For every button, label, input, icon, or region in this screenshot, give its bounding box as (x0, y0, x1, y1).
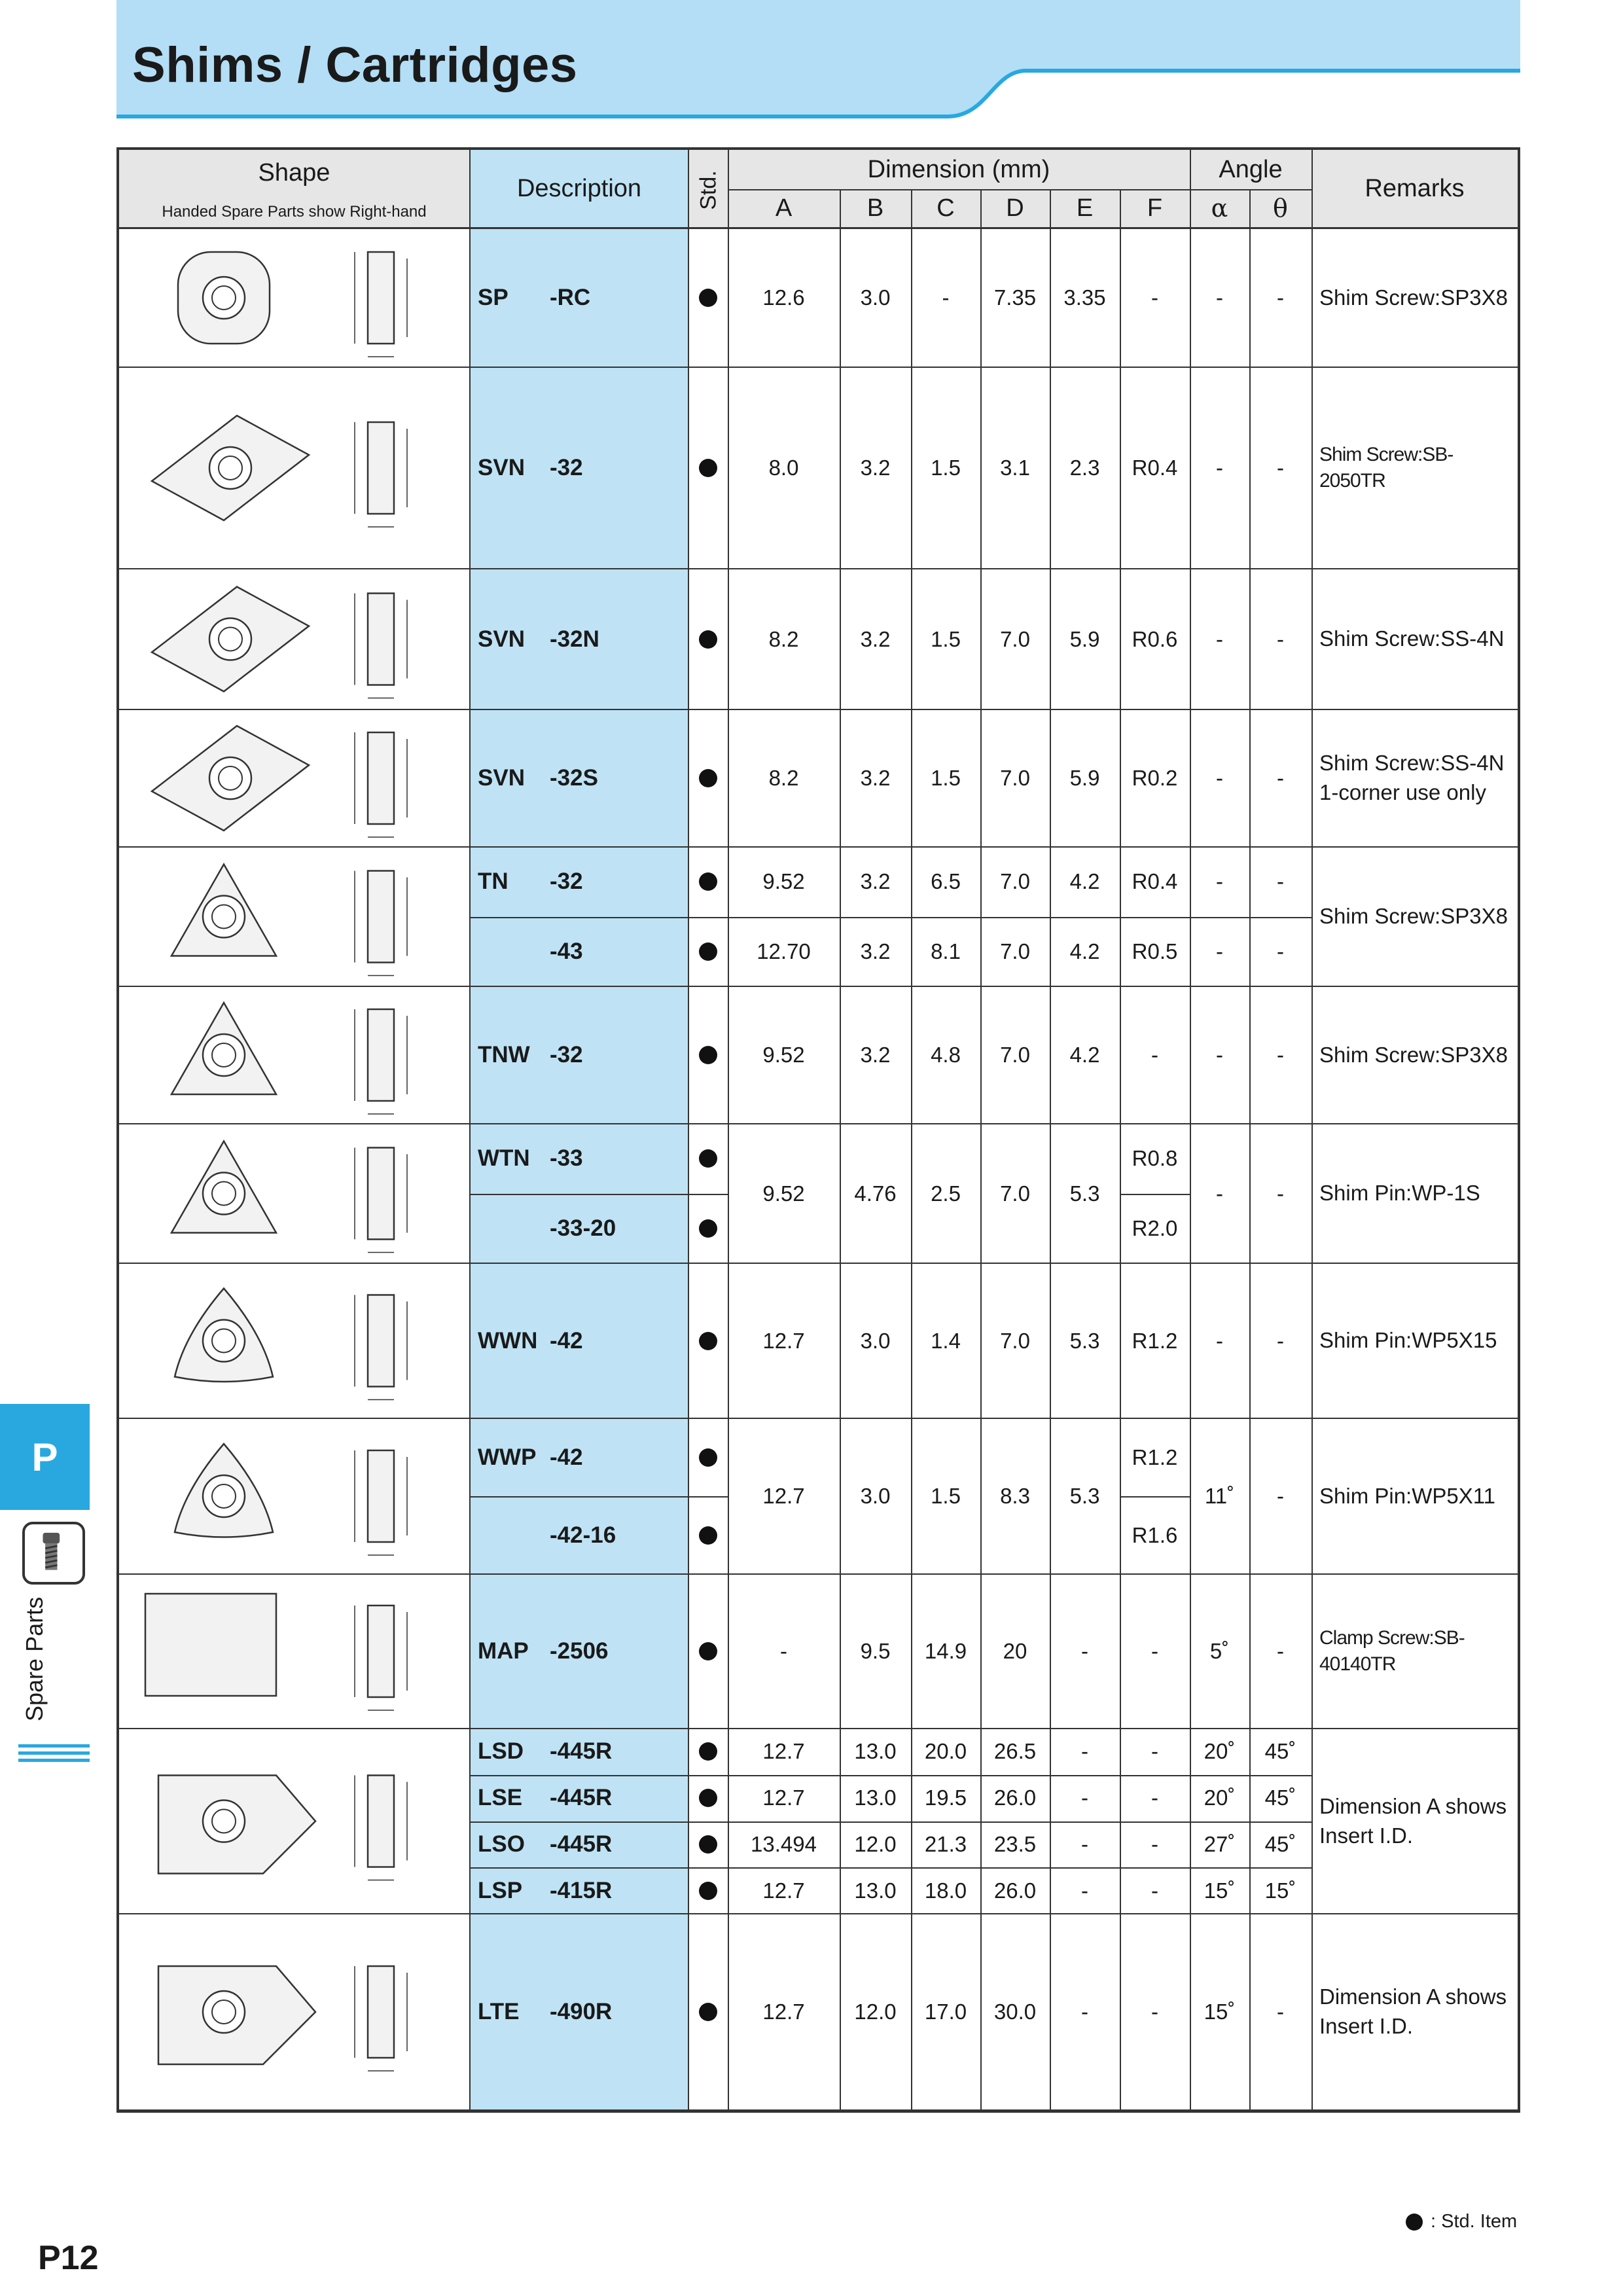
value-c: 1.5 (931, 766, 961, 790)
wtn-shim-icon (119, 1124, 469, 1263)
value-e: 5.3 (1069, 1181, 1100, 1206)
value-f: R0.4 (1132, 456, 1178, 480)
value-c: 1.5 (931, 1484, 961, 1508)
header-shape: Shape (258, 158, 330, 187)
remarks-text: Shim Pin:WP-1S (1319, 1181, 1480, 1206)
value-b: 9.5 (860, 1639, 891, 1663)
series-suffix: -445R (550, 1831, 613, 1857)
value-f: - (1151, 1878, 1158, 1903)
std-dot-icon (699, 630, 717, 649)
value-b: 4.76 (854, 1181, 897, 1206)
series-suffix: -42 (550, 1327, 583, 1354)
remarks-cell (1313, 1914, 1518, 2110)
value-c: 17.0 (924, 2000, 967, 2024)
value-c: 14.9 (924, 1639, 967, 1663)
wwp-shim-icon (119, 1418, 469, 1574)
series-code: SVN (478, 765, 525, 791)
series-suffix: -42 (550, 1444, 583, 1470)
series-code: SVN (478, 626, 525, 652)
header-remarks: Remarks (1364, 174, 1465, 202)
series-code: SVN (478, 455, 525, 480)
value-theta: - (1277, 766, 1284, 790)
series-suffix: -32 (550, 869, 583, 895)
value-d: 26.5 (993, 1739, 1037, 1764)
header-col-theta: θ (1273, 194, 1288, 223)
map-shim-icon (119, 1574, 469, 1729)
value-alpha: 20˚ (1204, 1785, 1236, 1810)
value-alpha: 15˚ (1204, 1878, 1236, 1903)
remarks-cell (1313, 1263, 1518, 1418)
value-a: 12.7 (762, 1739, 805, 1764)
value-alpha: 27˚ (1204, 1831, 1236, 1856)
value-b: 3.0 (860, 285, 891, 310)
remarks-text: Shim Screw:SS-4N (1319, 751, 1505, 776)
value-c: 8.1 (931, 939, 961, 963)
shape-drawing-svn32n (119, 569, 469, 709)
value-d: 3.1 (1000, 456, 1030, 480)
value-alpha: - (1216, 939, 1223, 963)
value-f: R0.6 (1132, 626, 1178, 651)
std-mark-cell (688, 367, 728, 569)
remarks-text-line2: Insert I.D. (1319, 1823, 1414, 1848)
value-a: 12.7 (762, 1785, 805, 1810)
std-dot-icon (699, 1642, 717, 1660)
tn-shim-icon (119, 847, 469, 986)
value-theta: 15˚ (1264, 1878, 1296, 1903)
value-d: 23.5 (993, 1831, 1037, 1856)
value-a: 12.7 (762, 2000, 805, 2024)
value-c: 1.4 (931, 1328, 961, 1353)
remarks-text: Shim Screw:SB-2050TR (1319, 443, 1454, 492)
value-theta: - (1277, 1043, 1284, 1067)
std-mark-cell (688, 228, 728, 367)
sp-shim-icon (119, 228, 469, 367)
value-e: 3.35 (1063, 285, 1106, 310)
value-alpha: 11˚ (1204, 1484, 1235, 1508)
remarks-text: Clamp Screw:SB-40140TR (1319, 1626, 1465, 1675)
std-dot-icon (699, 1789, 717, 1807)
shape-drawing-tn (119, 847, 469, 986)
std-mark-cell (688, 1418, 728, 1496)
remarks-text: Dimension A shows (1319, 1984, 1507, 2009)
shape-drawing-tnw (119, 986, 469, 1124)
series-code: MAP (478, 1638, 529, 1664)
value-f: - (1151, 285, 1158, 310)
value-f: R1.2 (1132, 1328, 1178, 1353)
std-mark-cell (688, 917, 728, 987)
shape-drawing-wtn (119, 1124, 469, 1263)
value-f: R0.4 (1132, 869, 1178, 894)
value-c: 19.5 (924, 1785, 967, 1810)
std-mark-cell (688, 1263, 728, 1418)
std-dot-icon (699, 1448, 717, 1467)
value-c: 1.5 (931, 626, 961, 651)
value-e: 4.2 (1069, 1043, 1100, 1067)
value-e: - (1081, 1831, 1088, 1856)
series-suffix: -445R (550, 1738, 613, 1765)
remarks-text: Shim Pin:WP5X11 (1319, 1483, 1495, 1508)
value-alpha: - (1216, 1043, 1223, 1067)
std-mark-cell (688, 1821, 728, 1868)
shape-drawing-sp (119, 228, 469, 367)
remarks-text: Dimension A shows (1319, 1793, 1507, 1818)
page-number: P12 (38, 2239, 99, 2277)
value-c: 1.5 (931, 456, 961, 480)
value-a: 8.2 (768, 766, 799, 790)
wwn-shim-icon (119, 1263, 469, 1418)
value-d: 7.0 (1000, 869, 1030, 894)
std-mark-cell (688, 847, 728, 917)
value-a: 9.52 (762, 1043, 805, 1067)
std-dot-icon (699, 1219, 717, 1238)
value-b: 3.2 (860, 456, 891, 480)
value-c: 21.3 (924, 1831, 967, 1856)
value-e: - (1081, 1739, 1088, 1764)
value-f: - (1151, 1739, 1158, 1764)
series-suffix: -2506 (550, 1638, 609, 1664)
value-d: 7.0 (1000, 766, 1030, 790)
svn32s-shim-icon (119, 709, 469, 847)
value-f: R1.2 (1132, 1444, 1178, 1469)
value-alpha: 5˚ (1209, 1639, 1230, 1663)
header-col-d: D (1006, 194, 1024, 222)
std-dot-icon (699, 942, 717, 961)
std-dot-icon (699, 1526, 717, 1545)
value-b: 3.0 (860, 1328, 891, 1353)
std-mark-cell (688, 709, 728, 847)
series-suffix: -33-20 (550, 1215, 616, 1241)
value-theta: - (1277, 1484, 1284, 1508)
series-code: LTE (478, 1999, 520, 2024)
std-mark-cell (688, 1574, 728, 1729)
value-d: 30.0 (993, 2000, 1037, 2024)
value-theta: - (1277, 2000, 1284, 2024)
value-theta: 45˚ (1264, 1739, 1296, 1764)
shims-table (116, 147, 1520, 2113)
std-dot-icon (699, 1742, 717, 1761)
value-e: 5.9 (1069, 626, 1100, 651)
series-code: TN (478, 869, 508, 895)
value-d: 7.0 (1000, 939, 1030, 963)
remarks-text-line2: 1-corner use only (1319, 780, 1486, 804)
value-f: - (1151, 1639, 1158, 1663)
header-dimension: Dimension (mm) (867, 155, 1050, 183)
header-std: Std. (696, 170, 721, 210)
value-d: 7.0 (1000, 1181, 1030, 1206)
std-dot-icon (699, 289, 717, 307)
remarks-cell (1313, 228, 1518, 367)
svn32-shim-icon (119, 367, 469, 569)
header-col-alpha: α (1211, 194, 1228, 223)
value-alpha: - (1216, 626, 1223, 651)
value-alpha: - (1216, 766, 1223, 790)
std-dot-icon (699, 2003, 717, 2021)
value-e: 4.2 (1069, 869, 1100, 894)
std-mark-cell (688, 569, 728, 709)
series-code: LSE (478, 1785, 523, 1811)
value-f: R2.0 (1132, 1215, 1178, 1240)
series-code: LSD (478, 1738, 524, 1765)
value-theta: - (1277, 285, 1284, 310)
remarks-cell (1313, 1124, 1518, 1263)
tnw-shim-icon (119, 986, 469, 1124)
std-dot-icon (699, 459, 717, 477)
series-suffix: -32S (550, 765, 598, 791)
std-dot-icon (699, 769, 717, 787)
remarks-cell (1313, 1418, 1518, 1574)
series-suffix: -RC (550, 285, 591, 310)
series-code: WWP (478, 1444, 537, 1470)
legend (1406, 2211, 1517, 2233)
value-c: 2.5 (931, 1181, 961, 1206)
value-f: - (1151, 1043, 1158, 1067)
value-theta: - (1277, 1181, 1284, 1206)
value-theta: - (1277, 1639, 1284, 1663)
value-e: 2.3 (1069, 456, 1100, 480)
value-alpha: - (1216, 456, 1223, 480)
value-c: 6.5 (931, 869, 961, 894)
value-f: R1.6 (1132, 1522, 1178, 1547)
value-d: 20 (1003, 1639, 1027, 1663)
value-f: - (1151, 1831, 1158, 1856)
legend-text: : Std. Item (1431, 2211, 1518, 2232)
std-dot-icon (699, 872, 717, 891)
value-e: 5.3 (1069, 1328, 1100, 1353)
value-d: 7.0 (1000, 626, 1030, 651)
value-theta: 45˚ (1264, 1785, 1296, 1810)
value-b: 3.2 (860, 1043, 891, 1067)
side-label: Spare Parts (21, 1596, 48, 1721)
series-code: TNW (478, 1042, 530, 1067)
value-b: 12.0 (854, 1831, 897, 1856)
value-a: 12.7 (762, 1484, 805, 1508)
value-e: 5.3 (1069, 1484, 1100, 1508)
page-header (116, 0, 1520, 121)
header-description: Description (516, 174, 642, 202)
remarks-cell (1313, 367, 1518, 569)
value-e: - (1081, 2000, 1088, 2024)
std-mark-cell (688, 1194, 728, 1264)
value-f: R0.2 (1132, 766, 1178, 790)
value-theta: - (1277, 626, 1284, 651)
series-suffix: -415R (550, 1877, 613, 1903)
series-code: SP (478, 285, 508, 310)
value-a: 8.0 (768, 456, 799, 480)
page-title: Shims / Cartridges (132, 37, 578, 93)
series-suffix: -490R (550, 1999, 613, 2024)
series-suffix: -445R (550, 1785, 613, 1811)
shape-drawing-wwn (119, 1263, 469, 1418)
value-e: 4.2 (1069, 939, 1100, 963)
series-suffix: -42-16 (550, 1522, 616, 1548)
side-accent-lines (18, 1744, 90, 1766)
series-suffix: -32 (550, 1042, 583, 1067)
value-theta: - (1277, 869, 1284, 894)
value-a: 13.494 (751, 1831, 817, 1856)
value-a: 9.52 (762, 869, 805, 894)
std-mark-cell (688, 1775, 728, 1821)
series-code: LSP (478, 1877, 523, 1903)
value-alpha: 15˚ (1204, 2000, 1236, 2024)
header-angle: Angle (1219, 155, 1283, 183)
remarks-text: Shim Screw:SP3X8 (1319, 904, 1508, 929)
std-dot-icon (1406, 2214, 1423, 2231)
std-mark-cell (688, 986, 728, 1124)
value-alpha: - (1216, 869, 1223, 894)
value-b: 3.2 (860, 626, 891, 651)
value-e: - (1081, 1639, 1088, 1663)
value-b: 13.0 (854, 1739, 897, 1764)
value-c: 18.0 (924, 1878, 967, 1903)
screw-icon (22, 1522, 85, 1585)
value-f: - (1151, 1785, 1158, 1810)
value-alpha: - (1216, 1328, 1223, 1353)
value-d: 26.0 (993, 1785, 1037, 1810)
remarks-text: Shim Screw:SS-4N (1319, 626, 1505, 651)
value-d: 7.0 (1000, 1328, 1030, 1353)
std-dot-icon (699, 1046, 717, 1064)
value-a: 12.7 (762, 1328, 805, 1353)
value-theta: - (1277, 1328, 1284, 1353)
svn32n-shim-icon (119, 569, 469, 709)
value-b: 3.2 (860, 939, 891, 963)
remarks-cell (1313, 569, 1518, 709)
shape-drawing-lte (119, 1914, 469, 2110)
shape-drawing-svn32 (119, 367, 469, 569)
header-col-e: E (1076, 194, 1094, 222)
std-dot-icon (699, 1882, 717, 1900)
value-a: 8.2 (768, 626, 799, 651)
value-d: 7.0 (1000, 1043, 1030, 1067)
lte-shim-icon (119, 1914, 469, 2110)
shape-drawing-ls (119, 1729, 469, 1914)
remarks-text-line2: Insert I.D. (1319, 2014, 1414, 2038)
shape-drawing-wwp (119, 1418, 469, 1574)
shape-drawing-map (119, 1574, 469, 1729)
value-a: 9.52 (762, 1181, 805, 1206)
value-e: 5.9 (1069, 766, 1100, 790)
value-b: 3.0 (860, 1484, 891, 1508)
header-shape-note: Handed Spare Parts show Right-hand (162, 203, 427, 221)
std-mark-cell (688, 1867, 728, 1914)
side-tab: P (0, 1404, 90, 1510)
header-col-c: C (936, 194, 955, 222)
value-d: 26.0 (993, 1878, 1037, 1903)
value-a: 12.70 (757, 939, 811, 963)
series-code: WTN (478, 1145, 530, 1172)
value-a: - (780, 1639, 787, 1663)
header-col-b: B (866, 194, 884, 222)
remarks-cell (1313, 709, 1518, 847)
remarks-cell (1313, 1729, 1518, 1914)
value-alpha: - (1216, 1181, 1223, 1206)
value-c: - (942, 285, 950, 310)
std-mark-cell (688, 1729, 728, 1775)
value-f: - (1151, 2000, 1158, 2024)
remarks-cell (1313, 847, 1518, 986)
remarks-cell (1313, 1574, 1518, 1729)
series-suffix: -32N (550, 626, 599, 652)
std-dot-icon (699, 1835, 717, 1854)
value-c: 20.0 (924, 1739, 967, 1764)
series-suffix: -33 (550, 1145, 583, 1172)
value-d: 7.35 (993, 285, 1037, 310)
series-suffix: -32 (550, 455, 583, 480)
value-b: 3.2 (860, 869, 891, 894)
value-b: 12.0 (854, 2000, 897, 2024)
value-b: 13.0 (854, 1878, 897, 1903)
series-suffix: -43 (550, 938, 583, 964)
remarks-text: Shim Screw:SP3X8 (1319, 1042, 1508, 1067)
value-b: 3.2 (860, 766, 891, 790)
value-a: 12.6 (762, 285, 805, 310)
series-code: WWN (478, 1327, 538, 1354)
series-code: LSO (478, 1831, 525, 1857)
std-mark-cell (688, 1496, 728, 1574)
value-alpha: 20˚ (1204, 1739, 1236, 1764)
value-f: R0.5 (1132, 939, 1178, 963)
remarks-text: Shim Pin:WP5X15 (1319, 1328, 1497, 1353)
std-mark-cell (688, 1914, 728, 2110)
value-alpha: - (1216, 285, 1223, 310)
value-theta: - (1277, 939, 1284, 963)
value-e: - (1081, 1785, 1088, 1810)
value-theta: 45˚ (1264, 1831, 1296, 1856)
shape-drawing-svn32s (119, 709, 469, 847)
value-e: - (1081, 1878, 1088, 1903)
std-mark-cell (688, 1124, 728, 1194)
value-b: 13.0 (854, 1785, 897, 1810)
header-col-f: F (1147, 194, 1163, 222)
remarks-cell (1313, 986, 1518, 1124)
ls-shim-icon (119, 1729, 469, 1914)
value-c: 4.8 (931, 1043, 961, 1067)
value-f: R0.8 (1132, 1146, 1178, 1171)
value-d: 8.3 (1000, 1484, 1030, 1508)
std-dot-icon (699, 1332, 717, 1350)
value-a: 12.7 (762, 1878, 805, 1903)
std-dot-icon (699, 1149, 717, 1168)
remarks-text: Shim Screw:SP3X8 (1319, 285, 1508, 310)
header-col-a: A (775, 194, 793, 222)
value-theta: - (1277, 456, 1284, 480)
